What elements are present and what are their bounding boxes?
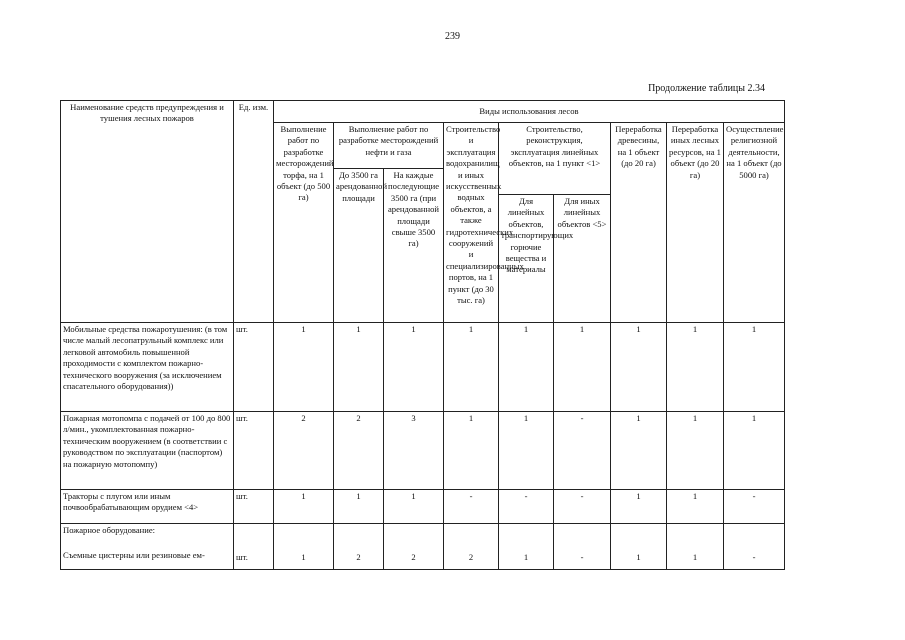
- row-value: 3: [384, 412, 444, 490]
- row-value: -: [724, 524, 785, 570]
- row-value: 1: [667, 323, 724, 412]
- row-value: 1: [384, 490, 444, 524]
- row-value: 1: [724, 323, 785, 412]
- header-linear-other: Для иных линейных объектов <5>: [554, 195, 611, 323]
- row-value: 1: [444, 323, 499, 412]
- header-usage-group: Виды использования лесов: [274, 101, 785, 123]
- table-continuation-caption: Продолжение таблицы 2.34: [648, 83, 765, 94]
- row-value: -: [499, 490, 554, 524]
- row-name: Пожарная мотопомпа с подачей от 100 до 800 л/мин., укомплектованная пожарно-техническим вооружением (в соответствии с руководством по эксплуатации (паспортом) на пожарную мотопомпу): [61, 412, 234, 490]
- row-value: 1: [499, 323, 554, 412]
- row-value: 1: [667, 412, 724, 490]
- header-forest-resources-column: Переработка иных лесных ресурсов, на 1 объект (до 20 га): [667, 123, 724, 323]
- header-religious-column: Осуществление религиозной деятельности, на 1 объект (до 5000 га): [724, 123, 785, 323]
- header-oil-gas-column: Выполнение работ по разработке месторождений нефти и газа: [334, 123, 444, 169]
- row-value: 2: [444, 524, 499, 570]
- header-linear-objects-column: Строительство, реконструкция, эксплуатация линейных объектов, на 1 пункт <1>: [499, 123, 611, 195]
- header-unit-column: Ед. изм.: [234, 101, 274, 323]
- row-value: 2: [274, 412, 334, 490]
- row-value: -: [554, 490, 611, 524]
- row-value: -: [554, 412, 611, 490]
- row-value: 2: [384, 524, 444, 570]
- table-row: [61, 490, 785, 524]
- table-row: [61, 412, 785, 490]
- row-value: 1: [334, 323, 384, 412]
- row-value: 2: [334, 412, 384, 490]
- row-value: 1: [611, 412, 667, 490]
- row-value: 1: [384, 323, 444, 412]
- row-value: -: [444, 490, 499, 524]
- header-oil-gas-each-next-3500: На каждые последующие 3500 га (при арендованной площади свыше 3500 га): [384, 169, 444, 323]
- section-heading: Пожарное оборудование:: [63, 525, 156, 535]
- header-peat-column: Выполнение работ по разработке месторождений торфа, на 1 объект (до 500 га): [274, 123, 334, 323]
- row-unit: шт.: [234, 490, 274, 524]
- row-value: 1: [554, 323, 611, 412]
- table-row: [61, 524, 785, 570]
- header-wood-processing-column: Переработка древесины, на 1 объект (до 20 га): [611, 123, 667, 323]
- row-name: Тракторы с плугом или иным почвообрабатывающим орудием <4>: [61, 490, 234, 524]
- row-value: 1: [667, 524, 724, 570]
- header-oil-gas-up-to-3500: До 3500 га арендованной площади: [334, 169, 384, 323]
- row-value: 1: [667, 490, 724, 524]
- row-value: 1: [611, 490, 667, 524]
- header-name-column: Наименование средств предупреждения и тушения лесных пожаров: [61, 101, 234, 323]
- row-unit: шт.: [234, 412, 274, 490]
- row-value: 1: [499, 412, 554, 490]
- row-unit: шт.: [234, 323, 274, 412]
- row-value: 1: [611, 524, 667, 570]
- row-value: 1: [444, 412, 499, 490]
- row-value: 1: [274, 490, 334, 524]
- row-value: 1: [274, 524, 334, 570]
- header-water-objects-column: Строительство и эксплуатация водохранилищ и иных искусственных водных объектов, а также гидротехнических сооружений и специализированных портов, на 1 пункт (до 30 тыс. га): [444, 123, 499, 323]
- row-value: 1: [724, 412, 785, 490]
- row-value: 2: [334, 524, 384, 570]
- forest-fire-equipment-table: [60, 100, 785, 570]
- row-unit: шт.: [234, 524, 274, 570]
- row-value: 1: [334, 490, 384, 524]
- page-number: 239: [445, 31, 460, 42]
- row-value: 1: [274, 323, 334, 412]
- row-value: 1: [499, 524, 554, 570]
- row-value: 1: [611, 323, 667, 412]
- row-value: -: [724, 490, 785, 524]
- table-row: [61, 323, 785, 412]
- row-name: Мобильные средства пожаротушения: (в том числе малый лесопатрульный комплекс или легковой автомобиль повышенной проходимости с комплектом пожарно-технического вооружения (за исключением спасательного оборудования)): [61, 323, 234, 412]
- row-value: -: [554, 524, 611, 570]
- row-name-cell: [61, 524, 234, 570]
- header-linear-flammable: Для линейных объектов, транспортирующих горючие вещества и материалы: [499, 195, 554, 323]
- row-name: Съемные цистерны или резиновые ем-: [63, 550, 205, 561]
